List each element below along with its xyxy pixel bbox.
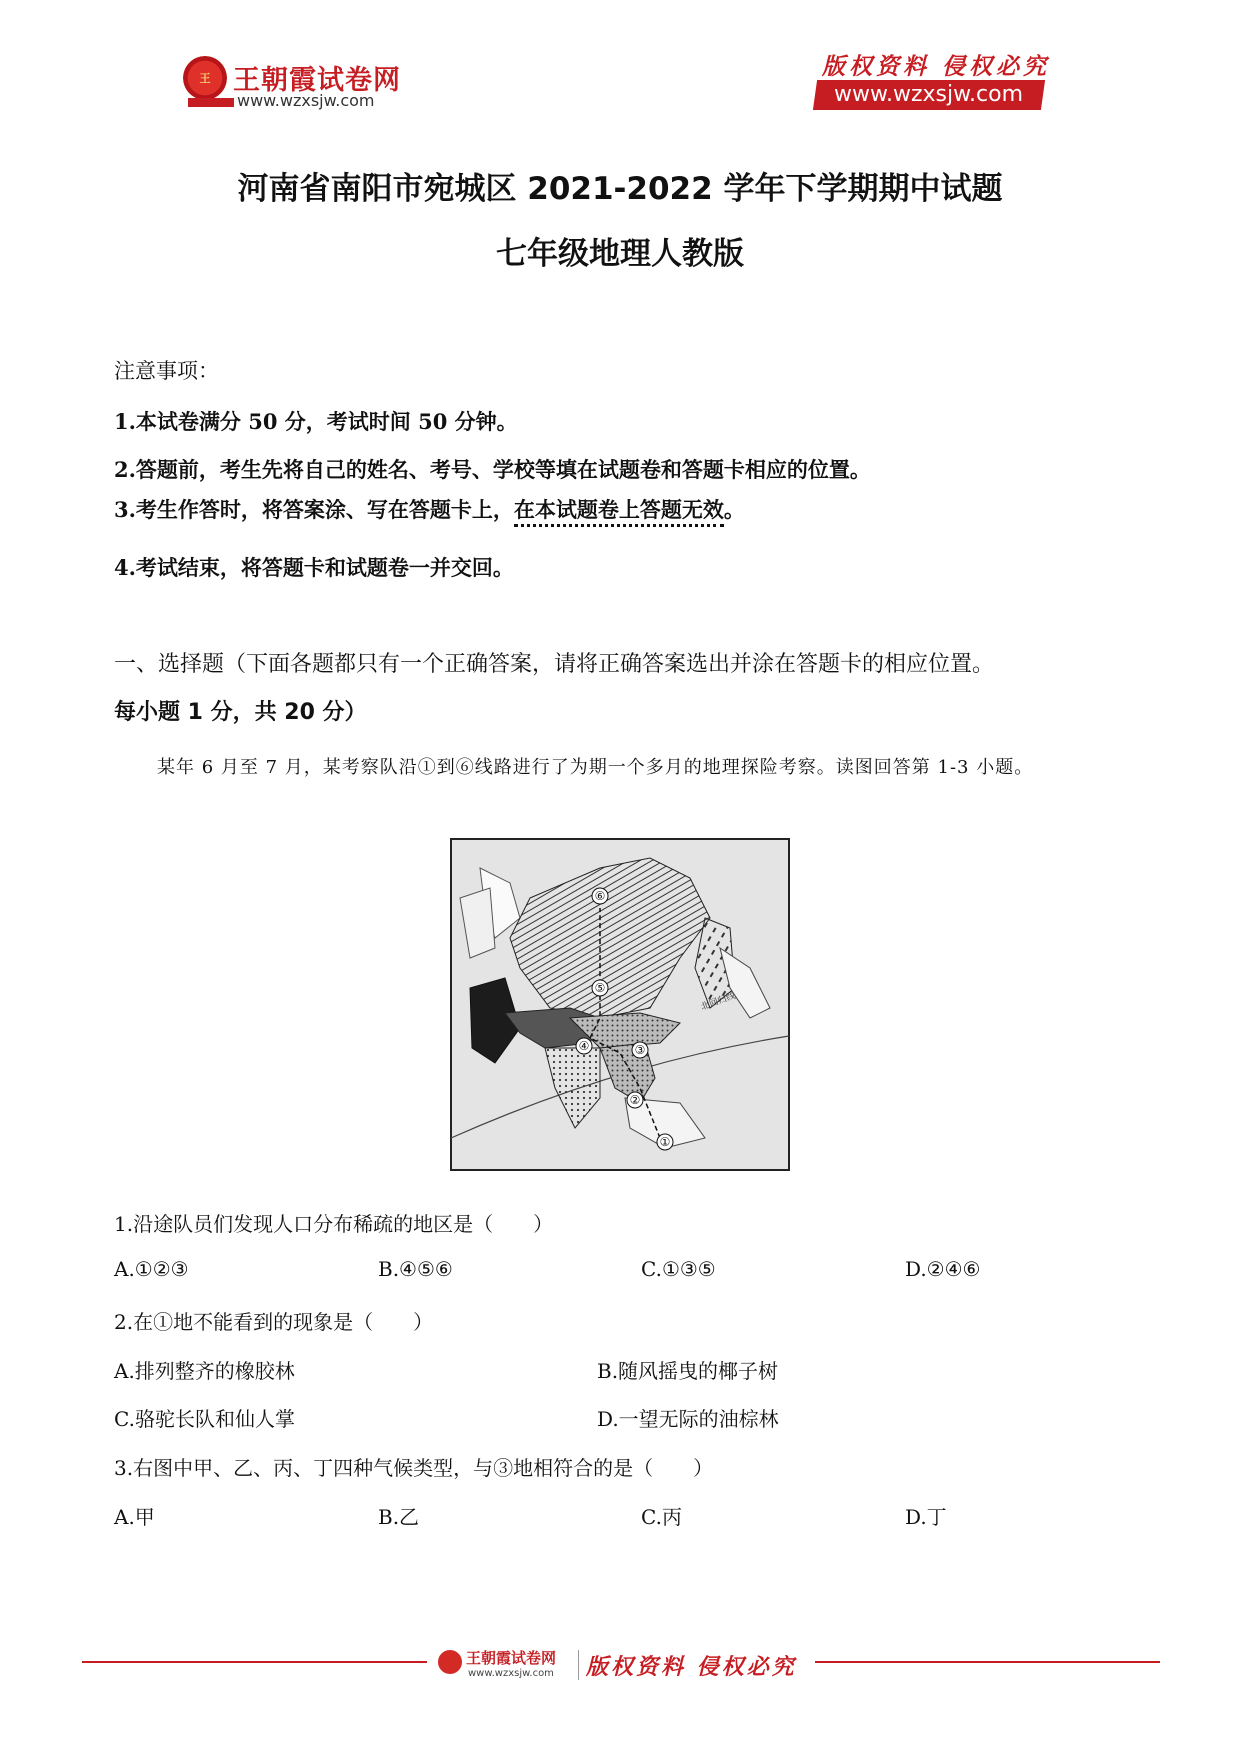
footer-separator [578, 1650, 579, 1680]
question-1-option-d: D.②④⑥ [905, 1257, 981, 1281]
question-1-stem: 1.沿途队员们发现人口分布稀疏的地区是（ ） [114, 1212, 554, 1236]
note-item-4: 4.考试结束，将答题卡和试题卷一并交回。 [114, 555, 514, 580]
site-url-banner [813, 80, 1045, 110]
map-label-6: ⑥ [594, 889, 606, 903]
section-heading: 一、选择题（下面各题都只有一个正确答案，请将正确答案选出并涂在答题卡的相应位置。 [114, 652, 995, 677]
note-item-3-end: 。 [723, 497, 745, 522]
logo-url: www.wzxsjw.com [237, 91, 375, 110]
question-2-option-d: D.一望无际的油棕林 [597, 1407, 779, 1431]
footer-rule-right [815, 1661, 1160, 1663]
question-1-option-b: B.④⑤⑥ [378, 1257, 453, 1281]
map-label-2: ② [629, 1093, 641, 1107]
note-item-2: 2.答题前，考生先将自己的姓名、考号、学校等填在试题卷和答题卡相应的位置。 [114, 457, 871, 482]
note-item-3 [114, 494, 745, 524]
question-3-option-d: D.丁 [905, 1505, 947, 1529]
asia-route-map [450, 838, 790, 1171]
logo-seal-icon: 王 [183, 56, 227, 100]
footer-seal-icon [438, 1650, 462, 1674]
page-subtitle: 七年级地理人教版 [496, 236, 744, 272]
question-2-option-b: B.随风摇曳的椰子树 [597, 1359, 779, 1383]
question-intro: 某年 6 月至 7 月，某考察队沿①到⑥线路进行了为期一个多月的地理探险考察。读图回答第 1-3 小题。 [157, 757, 1034, 778]
note-item-3-emphasis: 在本试题卷上答题无效 [514, 497, 724, 527]
question-2-stem: 2.在①地不能看到的现象是（ ） [114, 1310, 434, 1334]
question-3-option-b: B.乙 [378, 1505, 420, 1529]
map-label-3: ③ [634, 1043, 646, 1057]
question-1-option-a: A.①②③ [114, 1257, 189, 1281]
map-label-1: ① [659, 1135, 671, 1149]
footer-logo-name: 王朝霞试卷网 [466, 1649, 557, 1667]
section-heading-score: 每小题 1 分，共 20 分） [114, 700, 367, 725]
question-2-option-c: C.骆驼长队和仙人掌 [114, 1407, 295, 1431]
notes-heading: 注意事项： [114, 359, 219, 383]
logo-ribbon [188, 98, 234, 107]
question-3-option-a: A.甲 [114, 1505, 155, 1529]
map-label-5: ⑤ [594, 981, 606, 995]
footer-copyright: 版权资料 侵权必究 [586, 1654, 797, 1680]
question-3-stem: 3.右图中甲、乙、丙、丁四种气候类型，与③地相符合的是（ ） [114, 1456, 714, 1480]
note-item-3-text: 3.考生作答时，将答案涂、写在答题卡上， [114, 497, 514, 522]
question-2-option-a: A.排列整齐的橡胶林 [114, 1359, 295, 1383]
footer-rule-left [82, 1661, 427, 1663]
copyright-notice: 版权资料 侵权必究 [822, 53, 1051, 80]
site-url: www.wzxsjw.com [834, 82, 1024, 107]
map-label-4: ④ [578, 1039, 590, 1053]
footer-logo-url: www.wzxsjw.com [468, 1668, 554, 1679]
question-1-option-c: C.①③⑤ [641, 1257, 716, 1281]
note-item-1: 1.本试卷满分 50 分，考试时间 50 分钟。 [114, 409, 518, 434]
page-title: 河南省南阳市宛城区 2021-2022 学年下学期期中试题 [237, 171, 1003, 207]
logo-name: 王朝霞试卷网 [233, 65, 401, 96]
question-3-option-c: C.丙 [641, 1505, 682, 1529]
